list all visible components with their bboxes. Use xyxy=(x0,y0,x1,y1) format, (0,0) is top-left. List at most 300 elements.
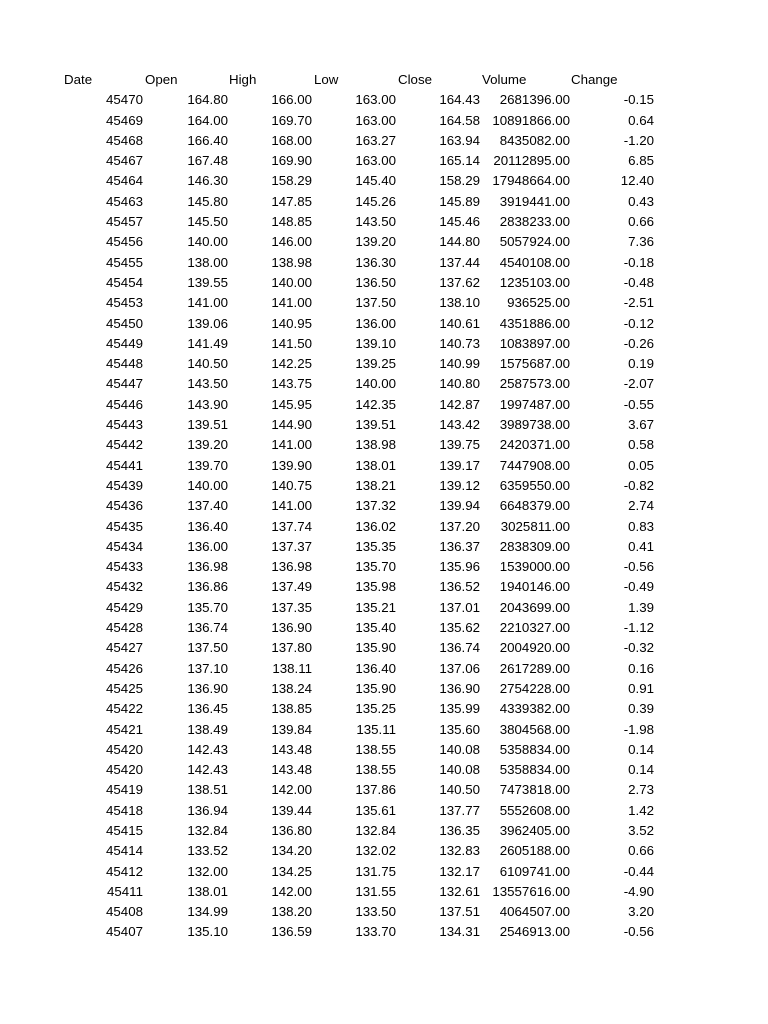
cell-volume[interactable]: 1940146.00 xyxy=(499,579,570,595)
cell-date[interactable]: 45433 xyxy=(106,559,143,575)
cell-volume[interactable]: 1539000.00 xyxy=(499,559,570,575)
cell-date[interactable]: 45449 xyxy=(106,335,143,351)
cell-open[interactable]: 145.50 xyxy=(187,214,228,230)
cell-close[interactable]: 140.99 xyxy=(439,356,480,372)
cell-date[interactable]: 45443 xyxy=(106,417,143,433)
cell-low[interactable]: 139.51 xyxy=(355,417,396,433)
cell-low[interactable]: 135.98 xyxy=(355,579,396,595)
column-header-volume[interactable]: Volume xyxy=(482,72,527,87)
cell-close[interactable]: 136.74 xyxy=(439,640,480,656)
cell-close[interactable]: 164.43 xyxy=(439,92,480,108)
cell-high[interactable]: 143.48 xyxy=(271,762,312,778)
cell-change[interactable]: -1.98 xyxy=(623,721,654,737)
cell-high[interactable]: 136.98 xyxy=(271,559,312,575)
cell-change[interactable]: -0.82 xyxy=(623,477,654,493)
cell-high[interactable]: 141.00 xyxy=(271,498,312,514)
cell-date[interactable]: 45415 xyxy=(106,822,143,838)
cell-change[interactable]: 1.42 xyxy=(628,802,654,818)
cell-date[interactable]: 45468 xyxy=(106,132,143,148)
cell-high[interactable]: 145.95 xyxy=(271,396,312,412)
cell-date[interactable]: 45432 xyxy=(106,579,143,595)
cell-low[interactable]: 136.40 xyxy=(355,660,396,676)
cell-high[interactable]: 166.00 xyxy=(271,92,312,108)
cell-volume[interactable]: 7473818.00 xyxy=(499,782,570,798)
cell-open[interactable]: 167.48 xyxy=(187,153,228,169)
cell-high[interactable]: 148.85 xyxy=(271,214,312,230)
cell-date[interactable]: 45414 xyxy=(106,843,143,859)
cell-high[interactable]: 134.20 xyxy=(271,843,312,859)
cell-volume[interactable]: 6109741.00 xyxy=(499,863,570,879)
cell-open[interactable]: 139.51 xyxy=(187,417,228,433)
cell-close[interactable]: 132.83 xyxy=(439,843,480,859)
cell-volume[interactable]: 13557616.00 xyxy=(492,883,570,899)
cell-high[interactable]: 140.75 xyxy=(271,477,312,493)
cell-open[interactable]: 135.70 xyxy=(187,599,228,615)
cell-high[interactable]: 143.48 xyxy=(271,741,312,757)
cell-close[interactable]: 136.90 xyxy=(439,680,480,696)
cell-close[interactable]: 142.87 xyxy=(439,396,480,412)
cell-high[interactable]: 158.29 xyxy=(271,173,312,189)
cell-volume[interactable]: 1997487.00 xyxy=(499,396,570,412)
cell-high[interactable]: 139.90 xyxy=(271,457,312,473)
cell-high[interactable]: 136.90 xyxy=(271,620,312,636)
cell-volume[interactable]: 4351886.00 xyxy=(499,315,570,331)
cell-date[interactable]: 45411 xyxy=(107,883,143,899)
cell-open[interactable]: 136.94 xyxy=(187,802,228,818)
cell-volume[interactable]: 20112895.00 xyxy=(493,153,570,169)
column-header-close[interactable]: Close xyxy=(398,72,432,87)
cell-open[interactable]: 132.84 xyxy=(187,822,228,838)
cell-change[interactable]: 2.73 xyxy=(628,782,654,798)
cell-change[interactable]: 12.40 xyxy=(620,173,654,189)
column-header-high[interactable]: High xyxy=(229,72,257,87)
cell-open[interactable]: 142.43 xyxy=(187,741,228,757)
cell-close[interactable]: 136.37 xyxy=(439,538,480,554)
cell-low[interactable]: 136.02 xyxy=(355,518,396,534)
cell-change[interactable]: -4.90 xyxy=(623,883,654,899)
cell-close[interactable]: 137.62 xyxy=(439,274,480,290)
cell-volume[interactable]: 3804568.00 xyxy=(499,721,570,737)
cell-date[interactable]: 45434 xyxy=(106,538,143,554)
cell-date[interactable]: 45455 xyxy=(106,254,143,270)
cell-volume[interactable]: 6648379.00 xyxy=(499,498,570,514)
cell-date[interactable]: 45454 xyxy=(106,274,143,290)
cell-high[interactable]: 138.85 xyxy=(271,701,312,717)
cell-date[interactable]: 45425 xyxy=(106,680,143,696)
cell-low[interactable]: 139.20 xyxy=(355,234,396,250)
cell-date[interactable]: 45421 xyxy=(106,721,143,737)
cell-close[interactable]: 145.46 xyxy=(439,214,480,230)
cell-close[interactable]: 140.08 xyxy=(439,762,480,778)
cell-close[interactable]: 139.12 xyxy=(439,477,480,493)
cell-close[interactable]: 165.14 xyxy=(439,153,480,169)
cell-high[interactable]: 137.35 xyxy=(271,599,312,615)
cell-change[interactable]: -0.12 xyxy=(623,315,654,331)
cell-low[interactable]: 139.25 xyxy=(355,356,396,372)
cell-close[interactable]: 135.96 xyxy=(439,559,480,575)
cell-close[interactable]: 136.35 xyxy=(439,822,480,838)
cell-low[interactable]: 138.21 xyxy=(355,477,396,493)
cell-change[interactable]: 0.05 xyxy=(628,457,654,473)
cell-low[interactable]: 136.00 xyxy=(355,315,396,331)
cell-close[interactable]: 140.08 xyxy=(439,741,480,757)
cell-low[interactable]: 163.27 xyxy=(355,132,396,148)
cell-date[interactable]: 45446 xyxy=(106,396,143,412)
cell-high[interactable]: 138.98 xyxy=(271,254,312,270)
cell-low[interactable]: 136.30 xyxy=(355,254,396,270)
cell-close[interactable]: 140.80 xyxy=(439,376,480,392)
cell-open[interactable]: 146.30 xyxy=(187,173,228,189)
cell-change[interactable]: -0.56 xyxy=(623,924,654,940)
cell-date[interactable]: 45412 xyxy=(106,863,143,879)
cell-volume[interactable]: 1083897.00 xyxy=(499,335,570,351)
cell-low[interactable]: 138.55 xyxy=(355,762,396,778)
cell-high[interactable]: 143.75 xyxy=(271,376,312,392)
cell-close[interactable]: 139.17 xyxy=(439,457,480,473)
cell-close[interactable]: 135.60 xyxy=(439,721,480,737)
cell-change[interactable]: 0.14 xyxy=(628,762,654,778)
cell-close[interactable]: 163.94 xyxy=(439,132,480,148)
cell-high[interactable]: 137.80 xyxy=(271,640,312,656)
cell-low[interactable]: 131.75 xyxy=(355,863,396,879)
cell-volume[interactable]: 4064507.00 xyxy=(499,904,570,920)
cell-low[interactable]: 142.35 xyxy=(355,396,396,412)
cell-volume[interactable]: 3962405.00 xyxy=(499,822,570,838)
cell-date[interactable]: 45429 xyxy=(106,599,143,615)
cell-open[interactable]: 164.00 xyxy=(187,112,228,128)
cell-change[interactable]: 0.16 xyxy=(628,660,654,676)
cell-change[interactable]: -0.18 xyxy=(623,254,654,270)
cell-open[interactable]: 145.80 xyxy=(187,193,228,209)
cell-low[interactable]: 135.70 xyxy=(355,559,396,575)
cell-open[interactable]: 138.49 xyxy=(187,721,228,737)
cell-date[interactable]: 45408 xyxy=(106,904,143,920)
cell-date[interactable]: 45420 xyxy=(106,741,143,757)
cell-close[interactable]: 137.01 xyxy=(439,599,480,615)
cell-volume[interactable]: 2838233.00 xyxy=(499,214,570,230)
cell-open[interactable]: 140.50 xyxy=(187,356,228,372)
cell-date[interactable]: 45441 xyxy=(106,457,143,473)
cell-close[interactable]: 136.52 xyxy=(439,579,480,595)
cell-low[interactable]: 135.90 xyxy=(355,640,396,656)
cell-close[interactable]: 135.62 xyxy=(439,620,480,636)
cell-volume[interactable]: 1575687.00 xyxy=(499,356,570,372)
cell-volume[interactable]: 5358834.00 xyxy=(499,762,570,778)
cell-low[interactable]: 163.00 xyxy=(355,153,396,169)
cell-volume[interactable]: 7447908.00 xyxy=(499,457,570,473)
cell-date[interactable]: 45436 xyxy=(106,498,143,514)
cell-open[interactable]: 139.70 xyxy=(187,457,228,473)
cell-close[interactable]: 164.58 xyxy=(439,112,480,128)
cell-high[interactable]: 136.59 xyxy=(271,924,312,940)
column-header-low[interactable]: Low xyxy=(314,72,339,87)
cell-change[interactable]: -0.55 xyxy=(623,396,654,412)
cell-date[interactable]: 45463 xyxy=(106,193,143,209)
cell-close[interactable]: 139.94 xyxy=(439,498,480,514)
cell-high[interactable]: 139.84 xyxy=(271,721,312,737)
cell-close[interactable]: 137.20 xyxy=(439,518,480,534)
cell-date[interactable]: 45426 xyxy=(106,660,143,676)
cell-open[interactable]: 141.00 xyxy=(187,295,228,311)
cell-volume[interactable]: 1235103.00 xyxy=(499,274,570,290)
cell-low[interactable]: 138.55 xyxy=(355,741,396,757)
cell-close[interactable]: 144.80 xyxy=(439,234,480,250)
column-header-open[interactable]: Open xyxy=(145,72,178,87)
cell-open[interactable]: 139.20 xyxy=(187,437,228,453)
cell-low[interactable]: 132.84 xyxy=(355,822,396,838)
cell-change[interactable]: -1.20 xyxy=(623,132,654,148)
cell-close[interactable]: 138.10 xyxy=(439,295,480,311)
cell-volume[interactable]: 3025811.00 xyxy=(500,518,570,534)
cell-change[interactable]: 0.19 xyxy=(628,356,654,372)
cell-change[interactable]: 6.85 xyxy=(628,153,654,169)
cell-change[interactable]: -0.15 xyxy=(623,92,654,108)
cell-open[interactable]: 136.74 xyxy=(187,620,228,636)
cell-volume[interactable]: 17948664.00 xyxy=(492,173,570,189)
column-header-change[interactable]: Change xyxy=(571,72,618,87)
cell-low[interactable]: 145.26 xyxy=(355,193,396,209)
cell-change[interactable]: 0.66 xyxy=(628,843,654,859)
cell-close[interactable]: 139.75 xyxy=(439,437,480,453)
cell-date[interactable]: 45453 xyxy=(106,295,143,311)
cell-date[interactable]: 45422 xyxy=(106,701,143,717)
cell-open[interactable]: 142.43 xyxy=(187,762,228,778)
cell-volume[interactable]: 10891866.00 xyxy=(492,112,570,128)
cell-change[interactable]: 0.91 xyxy=(628,680,654,696)
cell-close[interactable]: 145.89 xyxy=(439,193,480,209)
cell-low[interactable]: 135.90 xyxy=(355,680,396,696)
cell-low[interactable]: 136.50 xyxy=(355,274,396,290)
cell-date[interactable]: 45470 xyxy=(106,92,143,108)
cell-low[interactable]: 135.25 xyxy=(355,701,396,717)
cell-volume[interactable]: 2617289.00 xyxy=(499,660,570,676)
cell-open[interactable]: 140.00 xyxy=(187,477,228,493)
cell-open[interactable]: 133.52 xyxy=(187,843,228,859)
cell-low[interactable]: 139.10 xyxy=(355,335,396,351)
cell-volume[interactable]: 2210327.00 xyxy=(499,620,570,636)
cell-high[interactable]: 140.00 xyxy=(271,274,312,290)
cell-change[interactable]: -0.32 xyxy=(623,640,654,656)
cell-open[interactable]: 135.10 xyxy=(187,924,228,940)
cell-close[interactable]: 132.17 xyxy=(439,863,480,879)
cell-open[interactable]: 136.86 xyxy=(187,579,228,595)
cell-change[interactable]: -0.48 xyxy=(623,274,654,290)
cell-high[interactable]: 137.74 xyxy=(271,518,312,534)
cell-low[interactable]: 131.55 xyxy=(355,883,396,899)
cell-change[interactable]: -1.12 xyxy=(623,620,654,636)
cell-low[interactable]: 137.86 xyxy=(355,782,396,798)
cell-change[interactable]: 0.14 xyxy=(628,741,654,757)
cell-high[interactable]: 138.20 xyxy=(271,904,312,920)
cell-volume[interactable]: 5552608.00 xyxy=(499,802,570,818)
cell-open[interactable]: 139.06 xyxy=(187,315,228,331)
cell-change[interactable]: 3.52 xyxy=(628,822,654,838)
cell-volume[interactable]: 936525.00 xyxy=(507,295,570,311)
column-header-date[interactable]: Date xyxy=(64,72,93,87)
cell-low[interactable]: 145.40 xyxy=(355,173,396,189)
cell-close[interactable]: 140.73 xyxy=(439,335,480,351)
cell-close[interactable]: 143.42 xyxy=(439,417,480,433)
cell-high[interactable]: 141.00 xyxy=(271,437,312,453)
cell-high[interactable]: 138.24 xyxy=(271,680,312,696)
cell-low[interactable]: 135.21 xyxy=(355,599,396,615)
cell-date[interactable]: 45448 xyxy=(106,356,143,372)
cell-high[interactable]: 142.25 xyxy=(271,356,312,372)
cell-open[interactable]: 166.40 xyxy=(187,132,228,148)
cell-date[interactable]: 45464 xyxy=(106,173,143,189)
cell-change[interactable]: 0.58 xyxy=(628,437,654,453)
cell-change[interactable]: 2.74 xyxy=(628,498,654,514)
cell-high[interactable]: 169.70 xyxy=(271,112,312,128)
cell-open[interactable]: 143.50 xyxy=(187,376,228,392)
cell-volume[interactable]: 6359550.00 xyxy=(499,477,570,493)
cell-date[interactable]: 45427 xyxy=(106,640,143,656)
cell-high[interactable]: 140.95 xyxy=(271,315,312,331)
cell-low[interactable]: 133.70 xyxy=(355,924,396,940)
cell-change[interactable]: 3.67 xyxy=(628,417,654,433)
cell-open[interactable]: 137.40 xyxy=(187,498,228,514)
cell-date[interactable]: 45435 xyxy=(106,518,143,534)
cell-change[interactable]: 0.83 xyxy=(628,518,654,534)
cell-high[interactable]: 141.50 xyxy=(271,335,312,351)
cell-date[interactable]: 45467 xyxy=(106,153,143,169)
cell-volume[interactable]: 2043699.00 xyxy=(499,599,570,615)
cell-volume[interactable]: 2605188.00 xyxy=(499,843,570,859)
cell-change[interactable]: -2.51 xyxy=(623,295,654,311)
cell-close[interactable]: 134.31 xyxy=(439,924,480,940)
cell-close[interactable]: 140.61 xyxy=(439,315,480,331)
cell-open[interactable]: 143.90 xyxy=(187,396,228,412)
cell-volume[interactable]: 5358834.00 xyxy=(499,741,570,757)
cell-volume[interactable]: 4540108.00 xyxy=(499,254,570,270)
cell-high[interactable]: 141.00 xyxy=(271,295,312,311)
cell-date[interactable]: 45447 xyxy=(106,376,143,392)
cell-low[interactable]: 138.01 xyxy=(355,457,396,473)
cell-volume[interactable]: 2681396.00 xyxy=(499,92,570,108)
cell-high[interactable]: 137.37 xyxy=(271,538,312,554)
cell-change[interactable]: -0.49 xyxy=(623,579,654,595)
cell-open[interactable]: 138.00 xyxy=(187,254,228,270)
cell-low[interactable]: 133.50 xyxy=(355,904,396,920)
cell-change[interactable]: 1.39 xyxy=(628,599,654,615)
cell-high[interactable]: 137.49 xyxy=(271,579,312,595)
cell-change[interactable]: -0.44 xyxy=(623,863,654,879)
cell-volume[interactable]: 2420371.00 xyxy=(499,437,570,453)
cell-volume[interactable]: 3989738.00 xyxy=(499,417,570,433)
cell-date[interactable]: 45418 xyxy=(106,802,143,818)
cell-high[interactable]: 147.85 xyxy=(271,193,312,209)
cell-high[interactable]: 134.25 xyxy=(271,863,312,879)
cell-low[interactable]: 163.00 xyxy=(355,112,396,128)
cell-high[interactable]: 139.44 xyxy=(271,802,312,818)
cell-high[interactable]: 142.00 xyxy=(271,883,312,899)
cell-change[interactable]: -0.56 xyxy=(623,559,654,575)
cell-change[interactable]: 7.36 xyxy=(628,234,654,250)
cell-date[interactable]: 45419 xyxy=(106,782,143,798)
cell-date[interactable]: 45428 xyxy=(106,620,143,636)
cell-close[interactable]: 137.06 xyxy=(439,660,480,676)
cell-open[interactable]: 136.40 xyxy=(187,518,228,534)
cell-open[interactable]: 136.98 xyxy=(187,559,228,575)
cell-open[interactable]: 136.00 xyxy=(187,538,228,554)
cell-low[interactable]: 132.02 xyxy=(355,843,396,859)
cell-volume[interactable]: 2546913.00 xyxy=(499,924,570,940)
cell-low[interactable]: 135.40 xyxy=(355,620,396,636)
cell-open[interactable]: 140.00 xyxy=(187,234,228,250)
cell-open[interactable]: 164.80 xyxy=(187,92,228,108)
cell-open[interactable]: 136.45 xyxy=(187,701,228,717)
cell-volume[interactable]: 2587573.00 xyxy=(499,376,570,392)
cell-close[interactable]: 137.44 xyxy=(439,254,480,270)
cell-date[interactable]: 45407 xyxy=(106,924,143,940)
cell-volume[interactable]: 3919441.00 xyxy=(499,193,570,209)
cell-low[interactable]: 135.35 xyxy=(355,538,396,554)
cell-high[interactable]: 169.90 xyxy=(271,153,312,169)
cell-close[interactable]: 140.50 xyxy=(439,782,480,798)
cell-low[interactable]: 138.98 xyxy=(355,437,396,453)
cell-close[interactable]: 135.99 xyxy=(439,701,480,717)
cell-open[interactable]: 136.90 xyxy=(187,680,228,696)
cell-high[interactable]: 144.90 xyxy=(271,417,312,433)
cell-open[interactable]: 141.49 xyxy=(187,335,228,351)
cell-change[interactable]: 0.39 xyxy=(628,701,654,717)
cell-close[interactable]: 137.51 xyxy=(439,904,480,920)
cell-volume[interactable]: 2754228.00 xyxy=(499,680,570,696)
cell-high[interactable]: 142.00 xyxy=(271,782,312,798)
cell-close[interactable]: 137.77 xyxy=(439,802,480,818)
cell-volume[interactable]: 8435082.00 xyxy=(499,132,570,148)
cell-close[interactable]: 132.61 xyxy=(439,883,480,899)
cell-low[interactable]: 137.32 xyxy=(355,498,396,514)
cell-open[interactable]: 138.51 xyxy=(187,782,228,798)
cell-low[interactable]: 143.50 xyxy=(355,214,396,230)
cell-date[interactable]: 45442 xyxy=(106,437,143,453)
cell-low[interactable]: 140.00 xyxy=(355,376,396,392)
cell-close[interactable]: 158.29 xyxy=(439,173,480,189)
cell-change[interactable]: 0.43 xyxy=(628,193,654,209)
cell-open[interactable]: 137.10 xyxy=(187,660,228,676)
cell-open[interactable]: 134.99 xyxy=(187,904,228,920)
cell-open[interactable]: 139.55 xyxy=(187,274,228,290)
cell-low[interactable]: 137.50 xyxy=(355,295,396,311)
cell-change[interactable]: -0.26 xyxy=(623,335,654,351)
cell-change[interactable]: 0.64 xyxy=(628,112,654,128)
cell-date[interactable]: 45469 xyxy=(106,112,143,128)
cell-open[interactable]: 137.50 xyxy=(187,640,228,656)
cell-volume[interactable]: 5057924.00 xyxy=(499,234,570,250)
cell-volume[interactable]: 4339382.00 xyxy=(499,701,570,717)
cell-change[interactable]: 3.20 xyxy=(628,904,654,920)
cell-open[interactable]: 132.00 xyxy=(187,863,228,879)
cell-date[interactable]: 45439 xyxy=(106,477,143,493)
cell-date[interactable]: 45450 xyxy=(106,315,143,331)
cell-change[interactable]: 0.41 xyxy=(628,538,654,554)
cell-change[interactable]: -2.07 xyxy=(623,376,654,392)
cell-date[interactable]: 45456 xyxy=(106,234,143,250)
cell-open[interactable]: 138.01 xyxy=(187,883,228,899)
cell-volume[interactable]: 2838309.00 xyxy=(499,538,570,554)
cell-volume[interactable]: 2004920.00 xyxy=(499,640,570,656)
cell-high[interactable]: 168.00 xyxy=(271,132,312,148)
cell-high[interactable]: 146.00 xyxy=(271,234,312,250)
cell-high[interactable]: 138.11 xyxy=(272,660,312,676)
cell-date[interactable]: 45457 xyxy=(106,214,143,230)
cell-date[interactable]: 45420 xyxy=(106,762,143,778)
cell-high[interactable]: 136.80 xyxy=(271,822,312,838)
cell-change[interactable]: 0.66 xyxy=(628,214,654,230)
cell-low[interactable]: 135.61 xyxy=(355,802,396,818)
cell-low[interactable]: 135.11 xyxy=(356,721,396,737)
